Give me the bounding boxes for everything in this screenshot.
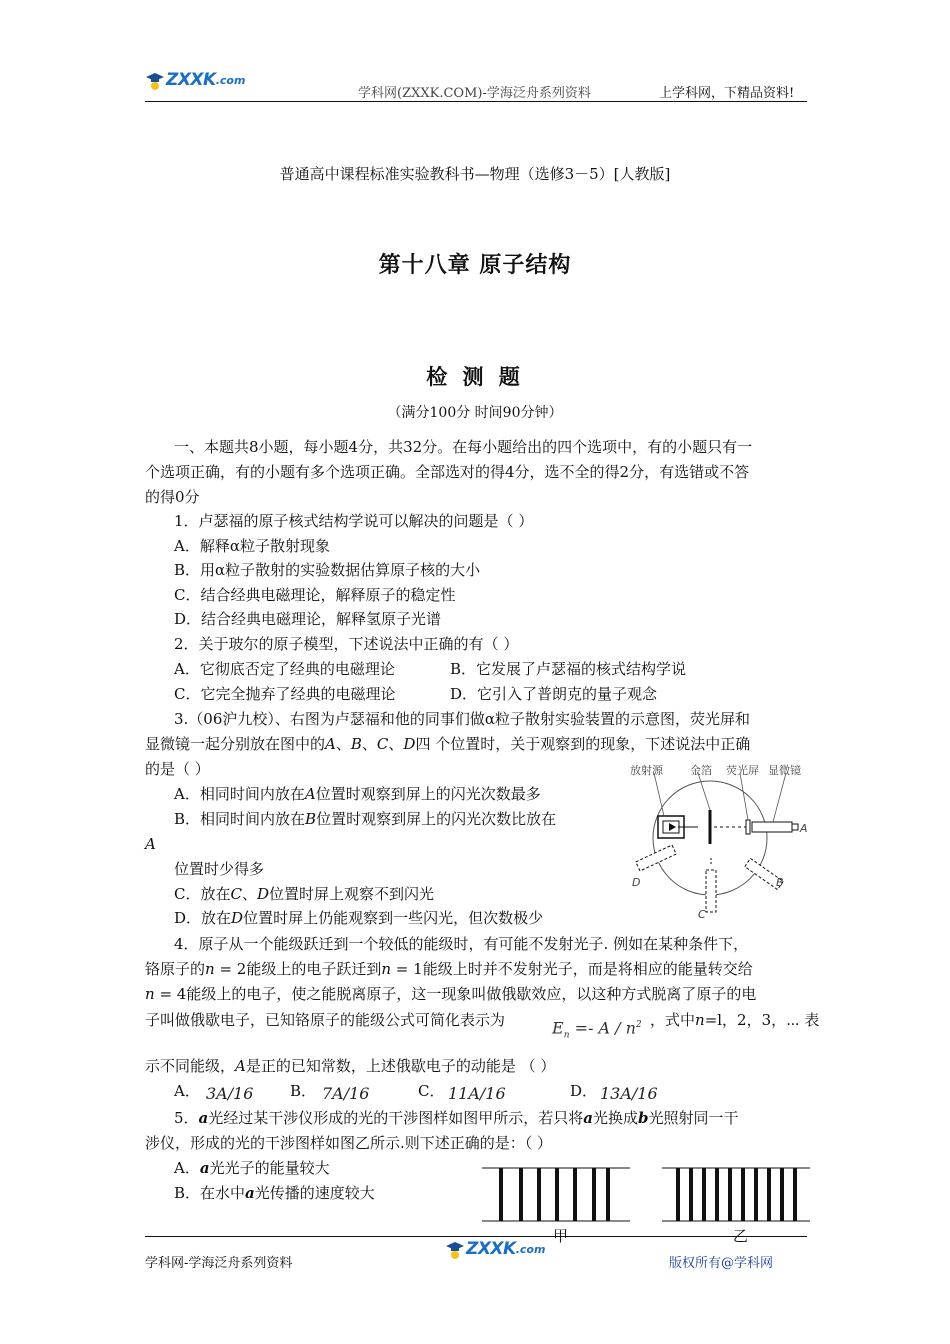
q3-text: 显微镜一起分别放在图中的: [145, 735, 326, 753]
var-n: n: [145, 985, 155, 1003]
q5-text: 5．: [174, 1109, 199, 1127]
label-pos-c: C: [698, 908, 706, 921]
fringe-label-yi: 乙: [733, 1227, 749, 1245]
q5-text: 光传播的速度较大: [254, 1184, 375, 1202]
q3-option-b-wrap: A: [145, 835, 156, 853]
var-a-light: a: [583, 1109, 594, 1127]
q1-option-b: B．用α粒子散射的实验数据估算原子核的大小: [174, 561, 481, 579]
graduation-cap-icon: [446, 1241, 464, 1257]
sep: 、: [388, 735, 404, 753]
header-logo: [146, 70, 245, 90]
logo-word: ZXXK: [466, 1239, 516, 1259]
q4-option-c: 11A/16: [448, 1084, 506, 1103]
label-source: 放射源: [630, 764, 663, 777]
q5-text: 光换成: [593, 1109, 639, 1127]
q4-line2: [145, 960, 753, 978]
q3-option-b: [174, 810, 556, 828]
q4-text: 示不同能级，: [145, 1057, 236, 1075]
fringe-pattern-jia: [482, 1166, 630, 1224]
q4-text: 能级上的电子，使之能脱离原子，这一现象叫做俄歇效应，以这种方式脱离了原子的电: [186, 985, 757, 1003]
q1-option-a: A．解释α粒子散射现象: [174, 537, 330, 555]
q3-opt-text: 位置时观察到屏上的闪光次数最多: [315, 785, 541, 803]
q5-text: 光照射同一干: [648, 1109, 739, 1127]
q1-stem: 1．卢瑟福的原子核式结构学说可以解决的问题是（ ）: [174, 512, 534, 530]
var-a-light: a: [198, 1109, 209, 1127]
q4-line3: [145, 985, 756, 1003]
pos-b: B: [350, 735, 362, 753]
energy-level-formula: [552, 1016, 642, 1045]
q2-option-b: B．它发展了卢瑟福的核式结构学说: [450, 660, 687, 678]
var-a-light: a: [199, 1159, 210, 1177]
footer-logo: [446, 1239, 545, 1259]
q4-option-a-label: A．: [174, 1082, 200, 1100]
q3-text: 四 个位置时，关于观察到的现象，下述说法中正确: [415, 735, 751, 753]
q3-option-a: [174, 785, 541, 803]
q5-line2: 涉仪，形成的光的干涉图样如图乙所示.则下述正确的是：（ ）: [145, 1134, 553, 1152]
section-instruction-line2: 个选项正确，有的小题有多个选项正确。全部选对的得4分，选不全的得2分，有选错或不答: [145, 463, 750, 481]
scattering-apparatus-figure: [628, 764, 808, 921]
pos-d: D: [231, 909, 244, 927]
chapter-title: 第十八章 原子结构: [378, 253, 572, 278]
q2-option-c: C．它完全抛弃了经典的电磁理论: [174, 685, 396, 703]
q4-line1: 4．原子从一个能级跃迁到一个较低的能级时，有可能不发射光子. 例如在某种条件下，: [174, 935, 749, 953]
q5-option-b: [174, 1184, 375, 1202]
header-right-text: 上学科网，下精品资料!: [659, 86, 795, 101]
label-screen: 荧光屏: [726, 764, 759, 777]
q4-option-c-label: C．: [418, 1082, 445, 1100]
label-scope: 显微镜: [768, 764, 801, 777]
q4-text: 铬原子的: [145, 960, 206, 978]
q2-stem: 2．关于玻尔的原子模型，下述说法中正确的有（ ）: [174, 635, 519, 653]
q5-line1: [174, 1109, 739, 1127]
pos-d: D: [256, 885, 270, 903]
q3-stem-line1: 3.（06沪九校）、右图为卢瑟福和他的同事们做α粒子散射实验装置的示意图，荧光屏和: [174, 710, 751, 728]
test-title: 检 测 题: [426, 365, 524, 389]
q4-text: = 2: [214, 960, 247, 978]
q4-text: ，式中: [650, 1011, 696, 1029]
q4-line4: 子叫做俄歇电子，已知铬原子的能级公式可简化表示为: [145, 1011, 506, 1029]
header-rule: [145, 101, 807, 102]
q4-option-d-label: D．: [570, 1082, 598, 1100]
var-n: n: [381, 960, 392, 978]
q3-opt-text: 位置时屏上仍能观察到一些闪光，但次数极少: [243, 909, 544, 927]
q4-option-b: 7A/16: [322, 1084, 370, 1103]
q5-option-a: [174, 1159, 330, 1177]
q5-text: 光光子的能量较大: [209, 1159, 330, 1177]
pos-d: D: [403, 735, 416, 753]
pos-c: C: [376, 735, 389, 753]
q4-line5: [145, 1057, 555, 1075]
formula-sup: 2: [635, 1020, 642, 1030]
footer-right-text: 版权所有@学科网: [669, 1256, 774, 1271]
var-n: n: [205, 960, 215, 978]
series-title: 普通高中课程标准实验教科书—物理（选修3－5）[人教版]: [279, 165, 671, 183]
q3-opt-text: 位置时屏上观察不到闪光: [269, 885, 435, 903]
pos-a: A: [304, 785, 316, 803]
var-a: A: [235, 1057, 246, 1075]
sep: 、: [241, 885, 257, 903]
q5-text: A．: [174, 1159, 200, 1177]
q4-text: 能级上时并不发射光子，而是将相应的能量转交给: [422, 960, 753, 978]
q3-stem-line3: 的是（ ）: [145, 760, 210, 778]
q1-option-c: C．结合经典电磁理论，解释原子的稳定性: [174, 586, 456, 604]
fringe-pattern-yi: [662, 1166, 810, 1224]
q3-option-b-cont: 位置时少得多: [174, 860, 265, 878]
q2-option-a: A．它彻底否定了经典的电磁理论: [174, 660, 395, 678]
q4-option-a: 3A/16: [206, 1084, 254, 1103]
q3-option-c: [174, 885, 434, 903]
q1-option-d: D．结合经典电磁理论，解释氢原子光谱: [174, 610, 442, 628]
fringe-label-jia: 甲: [553, 1227, 569, 1245]
q4-text: 能级上的电子跃迁到: [246, 960, 382, 978]
q4-text: = 1: [391, 960, 423, 978]
q3-opt-text: B．相同时间内放在: [174, 810, 306, 828]
logo-suffix: .com: [215, 73, 246, 87]
q4-text: =l，2，3，⋯ 表: [704, 1011, 820, 1029]
footer-left-text: 学科网-学海泛舟系列资料: [145, 1256, 293, 1271]
section-instruction-line1: 一、本题共8小题，每小题4分，共32分。在每小题给出的四个选项中，有的小题只有一: [174, 438, 753, 456]
label-pos-b: B: [776, 876, 784, 889]
scoring-info: （满分100分 时间90分钟）: [387, 405, 563, 421]
formula-e: E: [552, 1018, 564, 1038]
formula-sub: n: [563, 1030, 570, 1041]
q4-text: 是正的已知常数，上述俄歇电子的动能是 （ ）: [245, 1057, 556, 1075]
q3-stem-line2: [145, 735, 750, 753]
label-pos-d: D: [632, 876, 641, 889]
apparatus-diagram: [628, 770, 808, 920]
logo-word: ZXXK: [166, 70, 216, 90]
q3-option-d: [174, 909, 543, 927]
q5-text: B．在水中: [174, 1184, 246, 1202]
var-b-light: b: [638, 1109, 649, 1127]
q4-line4-post: [650, 1011, 819, 1029]
graduation-cap-icon: [146, 72, 164, 88]
q4-text: = 4: [154, 985, 187, 1003]
logo-suffix: .com: [515, 1242, 546, 1256]
section-instruction-line3: 的得0分: [145, 488, 200, 506]
q3-opt-text: C．放在: [174, 885, 231, 903]
pos-c: C: [230, 885, 242, 903]
var-a-light: a: [245, 1184, 255, 1202]
pos-b: B: [305, 810, 317, 828]
q5-text: 光经过某干涉仪形成的光的干涉图样如图甲所示，若只将: [208, 1109, 584, 1127]
label-foil: 金箔: [690, 764, 712, 777]
var-n: n: [695, 1011, 705, 1029]
q2-option-d: D．它引入了普朗克的量子观念: [450, 685, 658, 703]
sep: 、: [335, 735, 351, 753]
q4-option-d: 13A/16: [600, 1084, 658, 1103]
formula-rest: =- A / n: [569, 1018, 636, 1038]
q3-opt-text: D．放在: [174, 909, 232, 927]
q3-opt-text: 位置时观察到屏上的闪光次数比放在: [316, 810, 557, 828]
header-center-text: 学科网(ZXXK.COM)-学海泛舟系列资料: [358, 86, 591, 101]
q3-opt-text: A．相同时间内放在: [174, 785, 305, 803]
sep: 、: [361, 735, 377, 753]
pos-a: A: [325, 735, 336, 753]
label-pos-a: A: [800, 822, 808, 835]
q4-option-b-label: B．: [290, 1082, 317, 1100]
footer-rule: [145, 1236, 807, 1237]
